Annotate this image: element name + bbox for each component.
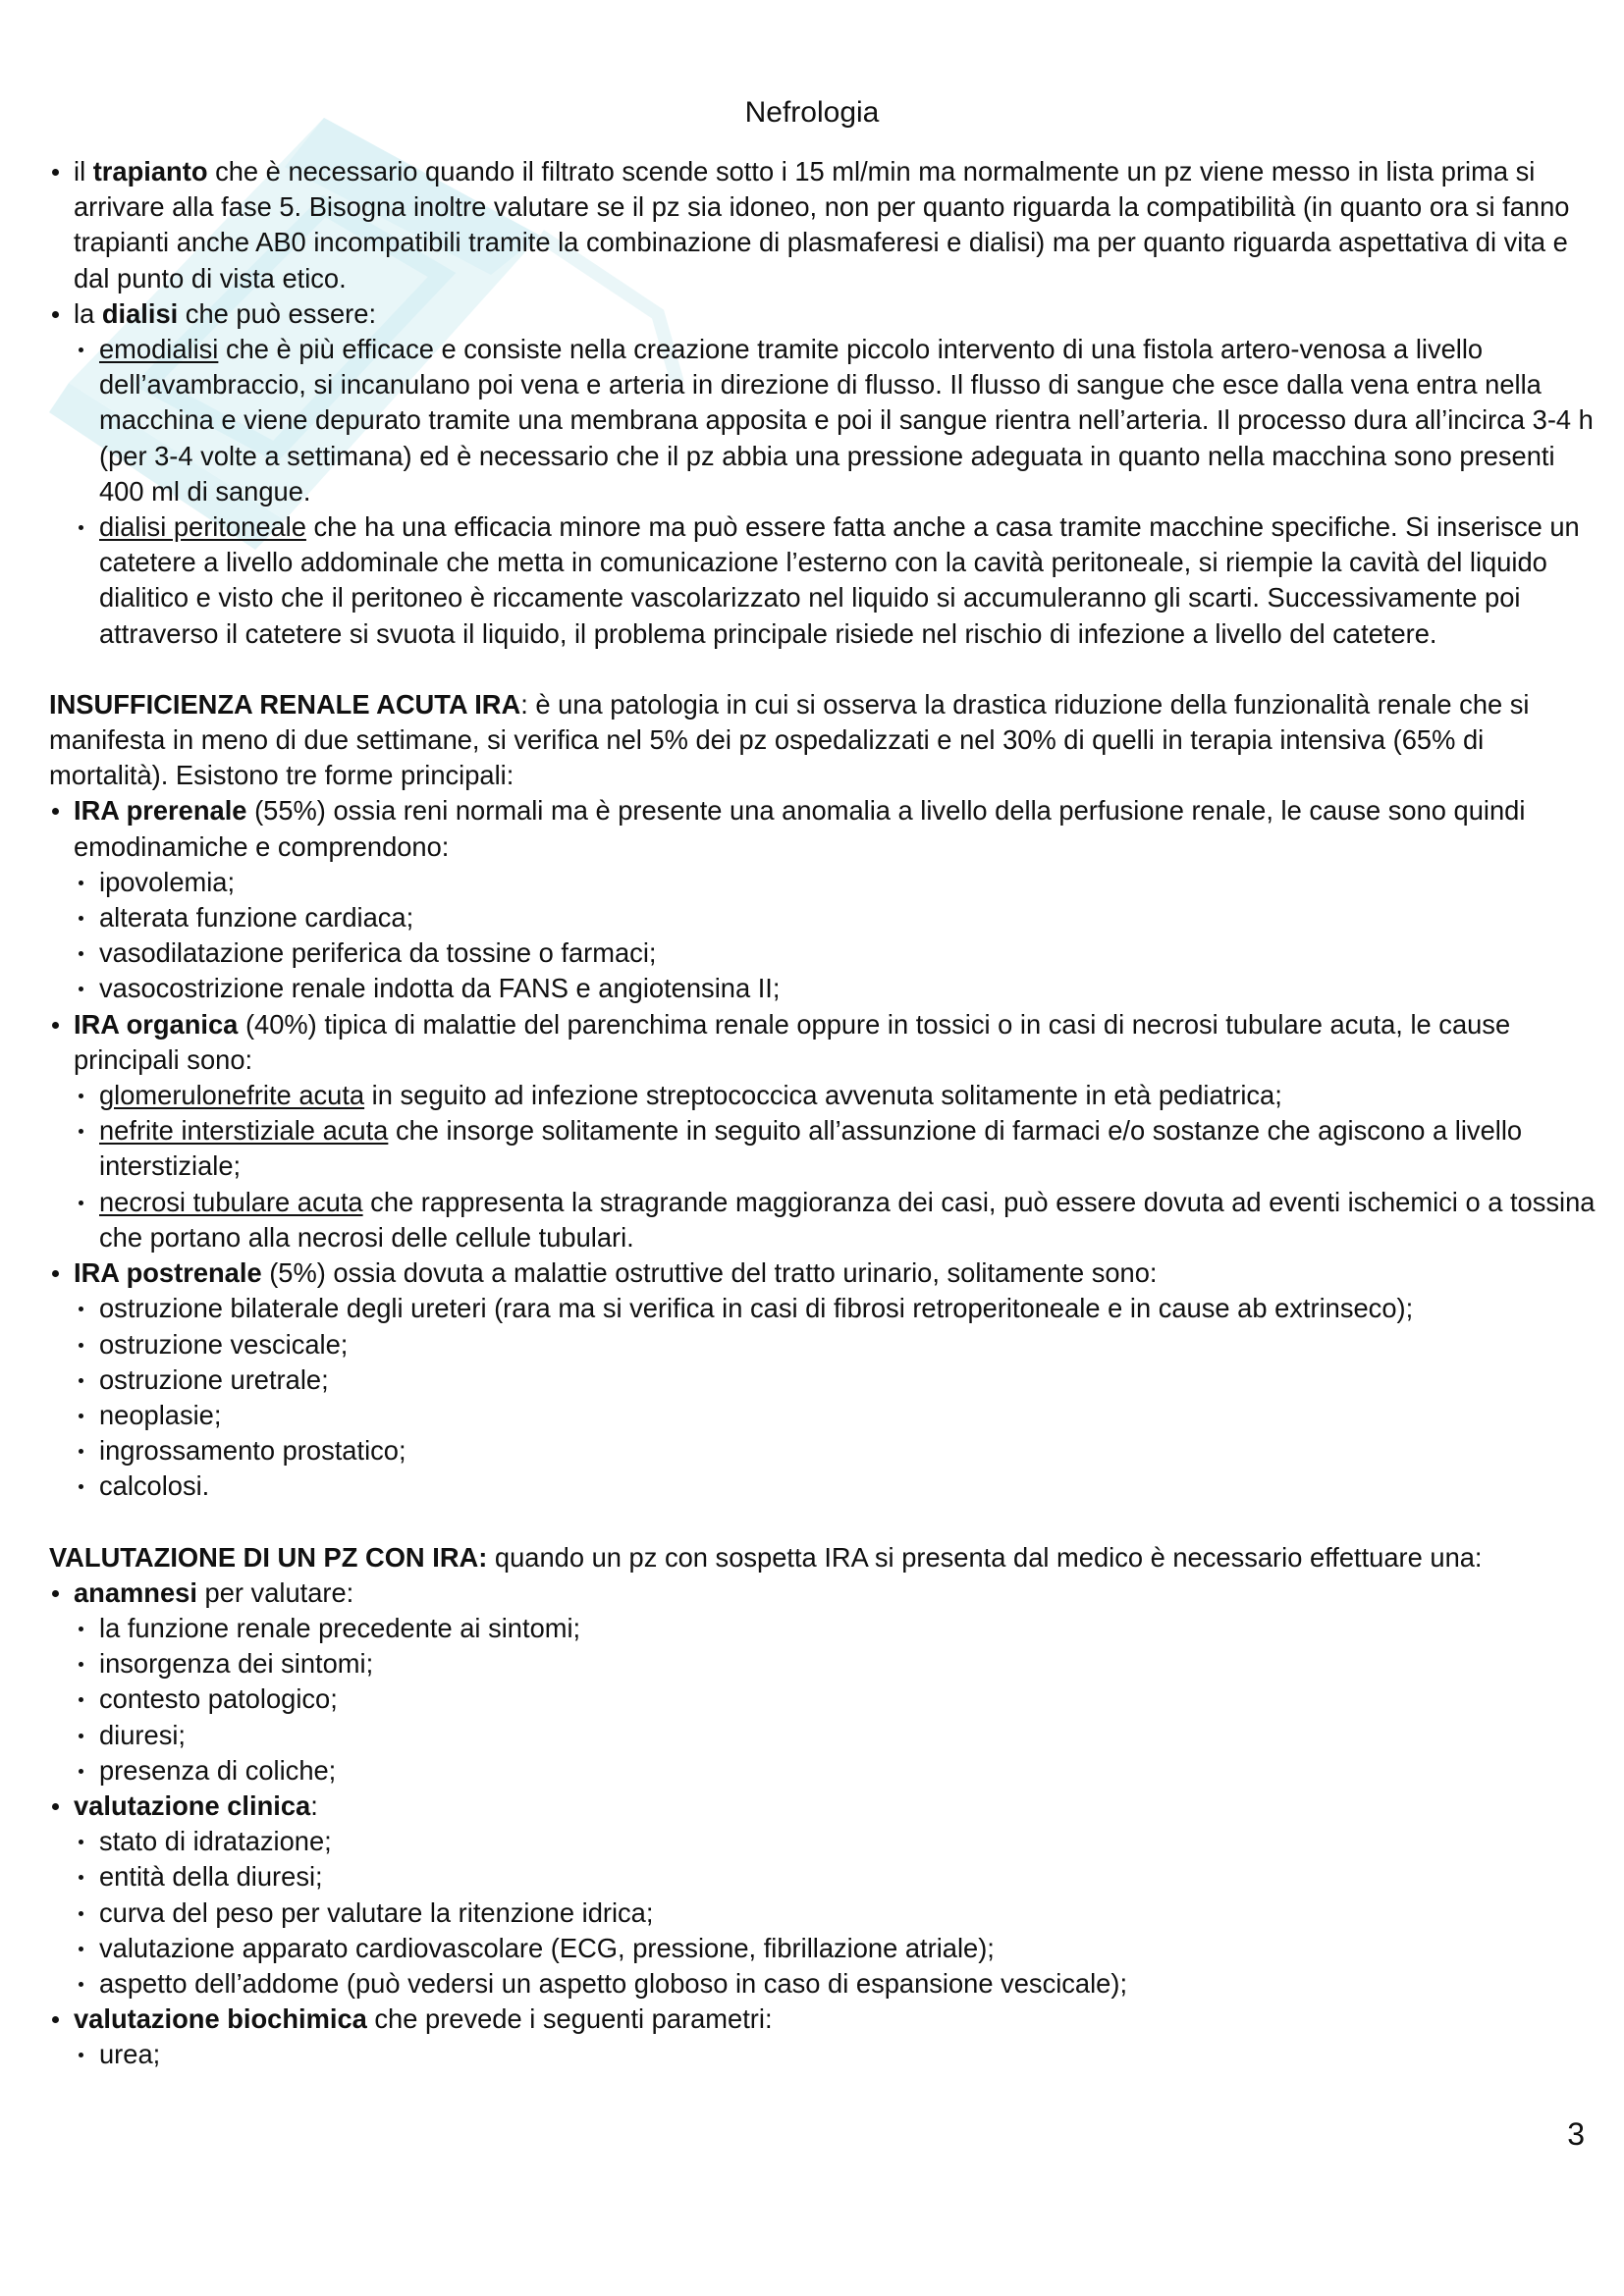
bold-term: IRA postrenale [74,1257,262,1289]
list-item: entità della diuresi; [49,1859,1596,1895]
list-item: diuresi; [49,1718,1596,1753]
bold-term: trapianto [92,156,208,187]
list-item: ostruzione vescicale; [49,1327,1596,1362]
document-body [49,154,1596,2073]
text-run: che rappresenta la stragrande maggioranza dei casi, può essere dovuta ad eventi ischemici o a tossina che portano alla necrosi delle cellule tubulari. [99,1186,1596,1253]
bold-term: anamnesi [74,1576,197,1608]
text-run: : è una patologia in cui si osserva la drastica riduzione della funzionalità renale che si manifesta in meno di due settimane, si verifica nel 5% dei pz ospedalizzati e nel 30% di quelli in terapia intensiva (65% di mortalità). Esistono tre forme principali: [49,688,1530,791]
bold-term: IRA organica [74,1008,239,1040]
list-item-emodialisi [49,332,1596,509]
list-item-trapianto [49,154,1596,296]
list-item-ira-prerenale [49,793,1596,864]
text-run: che è più efficace e consiste nella creazione tramite piccolo intervento di una fistola artero-venosa a livello dell’avambraccio, si incanulano poi vena e arteria in direzione di flusso. Il flusso di sangue che esce dalla vena entra nella macchina e viene depurato tramite una membrana apposita e poi il sangue rientra nell’arteria. Il processo dura all’incirca 3-4 h (per 3-4 volte a settimana) ed è necessario che il pz abbia una pressione adeguata in quanto nella macchina sono presenti 400 ml di sangue. [99,334,1594,507]
list-item: aspetto dell’addome (può vedersi un aspetto globoso in caso di espansione vescicale); [49,1966,1596,2002]
list-item-ira-postrenale [49,1255,1596,1291]
text-run: (40%) tipica di malattie del parenchima renale oppure in tossici o in casi di necrosi tubulare acuta, le cause principali sono: [74,1008,1511,1075]
section-ira-intro [49,687,1596,794]
list-item-valutazione-clinica [49,1789,1596,1824]
text-run: in seguito ad infezione streptococcica avvenuta solitamente in età pediatrica; [364,1080,1282,1111]
list-item: presenza di coliche; [49,1753,1596,1789]
list-item-ira-organica [49,1007,1596,1078]
list-item: neoplasie; [49,1398,1596,1433]
text-run: che ha una efficacia minore ma può essere fatta anche a casa tramite macchine specifiche. Si inserisce un catetere a livello addominale che metta in comunicazione l’esterno con la cavità peritoneale, si riempie la cavità del liquido dialitico e visto che il peritoneo è riccamente vascolarizzato nel liquido si accumuleranno gli scarti. Successivamente poi attraverso il catetere si svuota il liquido, il problema principale risiede nel rischio di infezione a livello del catetere. [99,511,1580,649]
list-item: ipovolemia; [49,865,1596,900]
list-item: alterata funzione cardiaca; [49,900,1596,935]
text-run: che insorge solitamente in seguito all’assunzione di farmaci e/o sostanze che agiscono a livello interstiziale; [99,1115,1523,1182]
underlined-term: glomerulonefrite acuta [99,1080,365,1111]
text-run: (5%) ossia dovuta a malattie ostruttive del tratto urinario, solitamente sono: [261,1257,1158,1289]
list-item: calcolosi. [49,1468,1596,1504]
text-run: quando un pz con sospetta IRA si presenta dal medico è necessario effettuare una: [487,1541,1483,1573]
list-item-necrosi [49,1185,1596,1255]
list-item: la funzione renale precedente ai sintomi; [49,1611,1596,1646]
section-heading: VALUTAZIONE DI UN PZ CON IRA: [49,1541,488,1573]
bold-term: valutazione clinica [74,1789,311,1821]
text-run: il [74,156,93,187]
text-run: la [74,297,102,329]
list-item: ingrossamento prostatico; [49,1433,1596,1468]
list-item: vasocostrizione renale indotta da FANS e angiotensina II; [49,971,1596,1006]
text-run: : [310,1789,318,1821]
list-item: stato di idratazione; [49,1824,1596,1859]
text-run: che può essere: [178,297,377,329]
text-run: che prevede i seguenti parametri: [366,2003,773,2035]
bold-term: valutazione biochimica [74,2003,367,2035]
text-run: che è necessario quando il filtrato scende sotto i 15 ml/min ma normalmente un pz viene messo in lista prima si arrivare alla fase 5. Bisogna inoltre valutare se il pz sia idoneo, non per quanto riguarda la compatibilità (in quanto ora si fanno trapianti anche AB0 incompatibili tramite la combinazione di plasmaferesi e dialisi) ma per quanto riguarda aspettativa di vita e dal punto di vista etico. [74,156,1570,294]
list-item-glomerulonefrite [49,1078,1596,1113]
page-title: Nefrologia [744,96,880,129]
list-item: curva del peso per valutare la ritenzione idrica; [49,1896,1596,1931]
list-item: contesto patologico; [49,1682,1596,1717]
list-item-nefrite [49,1113,1596,1184]
text-run: (55%) ossia reni normali ma è presente una anomalia a livello della perfusione renale, le cause sono quindi emodinamiche e comprendono: [74,795,1526,862]
section-heading: INSUFFICIENZA RENALE ACUTA IRA [49,688,521,720]
list-item: ostruzione bilaterale degli ureteri (rara ma si verifica in casi di fibrosi retroperitoneale e in cause ab extrinseco); [49,1291,1596,1326]
underlined-term: dialisi peritoneale [99,511,306,543]
list-item: ostruzione uretrale; [49,1362,1596,1398]
underlined-term: nefrite interstiziale acuta [99,1115,389,1147]
list-item-dialisi [49,296,1596,332]
list-item: urea; [49,2037,1596,2072]
underlined-term: necrosi tubulare acuta [99,1186,363,1217]
list-item: vasodilatazione periferica da tossine o farmaci; [49,935,1596,971]
list-item-valutazione-biochimica [49,2002,1596,2037]
list-item: insorgenza dei sintomi; [49,1646,1596,1682]
bold-term: IRA prerenale [74,795,247,827]
page-number: 3 [1567,2116,1585,2152]
text-run: per valutare: [196,1576,354,1608]
list-item-dialisi-peritoneale [49,509,1596,652]
paragraph-gap [49,652,1596,687]
list-item-anamnesi [49,1575,1596,1611]
list-item: valutazione apparato cardiovascolare (ECG, pressione, fibrillazione atriale); [49,1931,1596,1966]
section-valutazione-intro [49,1540,1596,1575]
bold-term: dialisi [101,297,179,329]
paragraph-gap [49,1505,1596,1540]
underlined-term: emodialisi [99,334,219,365]
